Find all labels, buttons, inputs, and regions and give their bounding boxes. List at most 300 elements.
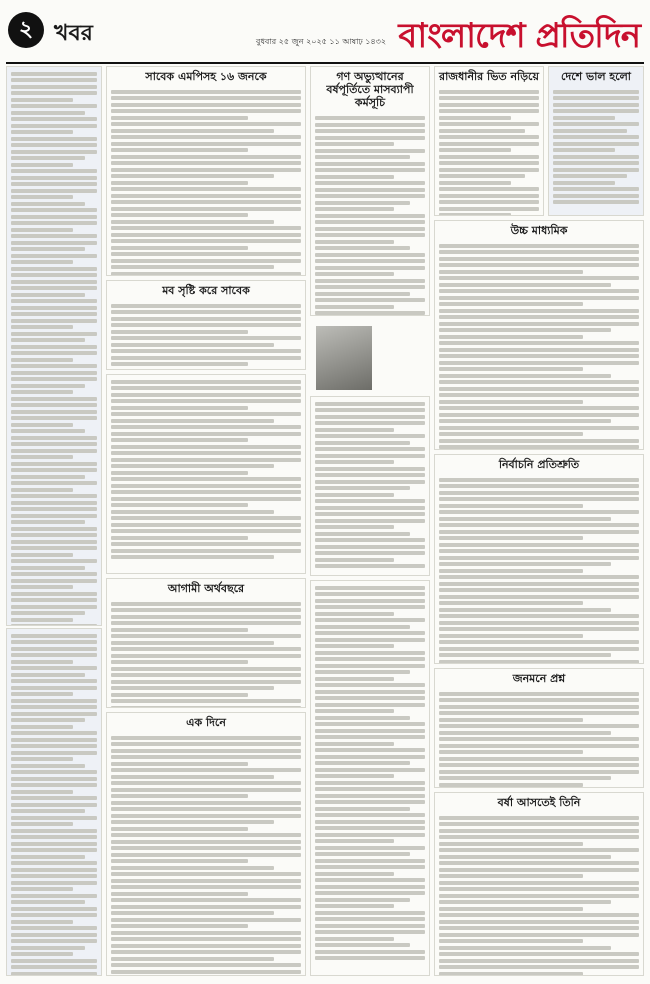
story-2 [310,66,430,316]
story-9 [434,454,644,664]
text-line-placeholder [11,306,97,310]
newspaper-logo: বাংলাদেশ প্রতিদিন [398,16,640,56]
text-line-placeholder [11,572,97,576]
story-5 [106,280,306,370]
text-line-placeholder [553,161,639,165]
text-line-placeholder [439,194,539,198]
text-line-placeholder [11,345,97,349]
text-line-placeholder [439,822,639,826]
text-line-placeholder [439,497,639,501]
text-line-placeholder [315,696,425,700]
text-line-placeholder [11,143,97,147]
text-line-placeholder [315,415,425,419]
text-line-placeholder [111,122,301,126]
text-line-placeholder [315,586,425,590]
text-line-placeholder [439,614,639,618]
text-line-placeholder [315,454,425,458]
text-line-placeholder [315,768,425,772]
text-line-placeholder [111,181,248,185]
text-line-placeholder [315,279,425,283]
text-line-placeholder [11,647,97,651]
text-line-placeholder [553,122,639,126]
text-line-placeholder [111,549,301,553]
text-line-placeholder [315,937,394,941]
text-line-placeholder [439,848,639,852]
section-label: খবর [54,20,93,46]
text-line-placeholder [111,155,301,159]
text-line-placeholder [439,413,639,417]
story-3-headline: রাজধানীর ভিত নড়িয়ে [439,70,539,83]
text-line-placeholder [111,827,248,831]
story-10-headline: আগামী অর্থবছরে [167,582,245,595]
text-line-placeholder [553,174,627,178]
text-line-placeholder [439,874,583,878]
text-line-placeholder [11,868,97,872]
text-line-placeholder [315,188,425,192]
text-line-placeholder [439,296,639,300]
text-line-placeholder [11,666,97,670]
text-line-placeholder [11,72,97,76]
text-line-placeholder [11,137,97,141]
text-line-placeholder [11,783,97,787]
text-line-placeholder [11,598,97,602]
text-line-placeholder [439,724,639,728]
text-line-placeholder [11,169,97,173]
text-line-placeholder [11,182,97,186]
text-line-placeholder [11,527,97,531]
text-line-placeholder [11,822,73,826]
text-line-placeholder [11,965,97,969]
text-line-placeholder [439,161,539,165]
text-line-placeholder [11,507,97,511]
text-line-placeholder [315,651,425,655]
text-line-placeholder [315,486,410,490]
portrait-photo [316,326,372,390]
text-line-placeholder [315,638,425,642]
text-line-placeholder [11,605,97,609]
text-line-placeholder [439,200,539,204]
text-line-placeholder [315,298,425,302]
text-line-placeholder [111,706,301,708]
text-line-placeholder [11,377,97,381]
text-line-placeholder [315,807,410,811]
text-line-placeholder [439,855,611,859]
text-line-placeholder [315,175,394,179]
text-line-placeholder [439,491,639,495]
text-line-placeholder [439,250,639,254]
text-line-placeholder [11,260,73,264]
text-line-placeholder [11,150,97,154]
text-line-placeholder [439,380,639,384]
text-line-placeholder [11,332,97,336]
text-line-placeholder [439,595,639,599]
text-line-placeholder [111,406,248,410]
text-line-placeholder [11,579,97,583]
text-line-placeholder [439,770,639,774]
text-line-placeholder [11,111,85,115]
text-line-placeholder [315,402,425,406]
text-line-placeholder [111,168,301,172]
text-line-placeholder [315,657,425,661]
text-line-placeholder [11,653,97,657]
text-line-placeholder [11,933,97,937]
text-line-placeholder [11,618,73,622]
text-line-placeholder [439,744,639,748]
text-line-placeholder [439,816,639,820]
text-line-placeholder [111,362,248,366]
text-line-placeholder [111,523,301,527]
text-line-placeholder [315,305,394,309]
text-line-placeholder [439,341,639,345]
text-line-placeholder [439,575,639,579]
text-line-placeholder [111,103,301,107]
text-line-placeholder [553,168,639,172]
text-line-placeholder [11,221,97,225]
text-line-placeholder [111,755,301,759]
text-line-placeholder [111,872,301,876]
text-line-placeholder [439,393,639,397]
text-line-placeholder [439,406,639,410]
story-1-headline: সাবেক এমপিসহ ১৬ জনকে [145,70,267,83]
text-line-placeholder [11,156,85,160]
text-line-placeholder [439,868,639,872]
text-line-placeholder [439,207,539,211]
text-line-placeholder [315,441,410,445]
story-10 [106,578,306,708]
text-line-placeholder [553,142,639,146]
text-line-placeholder [315,214,425,218]
text-line-placeholder [111,937,301,941]
text-line-placeholder [439,432,583,436]
text-line-placeholder [315,480,425,484]
text-line-placeholder [315,473,425,477]
text-line-placeholder [315,930,425,934]
text-line-placeholder [439,776,611,780]
text-line-placeholder [439,562,611,566]
text-line-placeholder [315,865,425,869]
text-line-placeholder [11,959,97,963]
text-line-placeholder [111,490,301,494]
text-line-placeholder [111,510,274,514]
story-3 [434,66,544,216]
page-number: ২ [8,12,44,48]
text-line-placeholder [111,801,301,805]
text-line-placeholder [315,408,425,412]
text-line-placeholder [315,787,425,791]
text-line-placeholder [111,187,301,191]
text-line-placeholder [111,686,274,690]
text-line-placeholder [11,660,73,664]
text-line-placeholder [111,931,301,935]
text-line-placeholder [439,763,639,767]
text-line-placeholder [111,950,301,954]
text-line-placeholder [11,712,97,716]
text-line-placeholder [111,660,248,664]
text-line-placeholder [315,194,425,198]
text-line-placeholder [111,213,248,217]
text-line-placeholder [111,963,301,967]
text-line-placeholder [111,667,301,671]
story-2-headline: গণ অভ্যুত্থানের বর্ষপূর্তিতে মাসব্যাপী কর্মসূচি [326,70,414,110]
text-line-placeholder [111,911,274,915]
text-line-placeholder [439,348,639,352]
text-line-placeholder [111,621,301,625]
text-line-placeholder [315,761,410,765]
text-line-placeholder [11,611,85,615]
text-line-placeholder [439,315,639,319]
text-line-placeholder [553,155,639,159]
text-line-placeholder [11,913,97,917]
text-line-placeholder [111,680,301,684]
text-line-placeholder [11,228,73,232]
text-line-placeholder [11,364,97,368]
text-line-placeholder [439,959,639,963]
text-line-placeholder [315,266,425,270]
text-line-placeholder [111,129,274,133]
text-line-placeholder [111,109,301,113]
text-line-placeholder [111,399,301,403]
masthead [6,6,644,64]
text-line-placeholder [439,698,639,702]
text-line-placeholder [11,494,97,498]
text-line-placeholder [11,939,97,943]
text-line-placeholder [315,943,410,947]
text-line-placeholder [111,898,301,902]
dateline: বুধবার ২৫ জুন ২০২৫ ১১ আষাঢ় ১৪৩২ [256,37,387,46]
text-line-placeholder [11,624,97,626]
story-9-headline: নির্বাচনি প্রতিশ্রুতি [498,458,580,471]
text-line-placeholder [11,390,73,394]
text-line-placeholder [315,499,425,503]
text-line-placeholder [315,911,425,915]
text-line-placeholder [553,194,639,198]
text-line-placeholder [111,259,301,263]
story-13-headline: জনমনে প্রশ্ন [512,672,566,685]
text-line-placeholder [439,484,639,488]
text-line-placeholder [111,749,301,753]
text-line-placeholder [111,239,301,243]
text-line-placeholder [11,234,97,238]
text-line-placeholder [439,627,639,631]
text-line-placeholder [11,972,97,976]
text-line-placeholder [439,116,511,120]
text-line-placeholder [439,842,583,846]
text-line-placeholder [315,506,425,510]
text-line-placeholder [111,317,301,321]
story-1 [106,66,306,276]
text-line-placeholder [111,220,274,224]
text-line-placeholder [11,98,73,102]
text-line-placeholder [553,90,639,94]
text-line-placeholder [439,894,639,898]
text-line-placeholder [11,634,97,638]
text-line-placeholder [111,892,248,896]
text-line-placeholder [111,272,301,276]
text-line-placeholder [11,423,73,427]
text-line-placeholder [111,905,301,909]
text-line-placeholder [11,254,97,258]
text-line-placeholder [11,809,85,813]
text-line-placeholder [553,148,615,152]
story-12 [310,580,430,976]
text-line-placeholder [111,634,301,638]
text-line-placeholder [315,149,425,153]
text-line-placeholder [11,907,97,911]
story-6 [106,374,306,574]
text-line-placeholder [11,855,85,859]
text-line-placeholder [11,104,97,108]
text-line-placeholder [439,647,639,651]
text-line-placeholder [439,322,639,326]
text-line-placeholder [111,788,301,792]
text-line-placeholder [11,215,97,219]
text-line-placeholder [315,246,410,250]
text-line-placeholder [439,181,511,185]
text-line-placeholder [439,90,539,94]
text-line-placeholder [315,220,425,224]
text-line-placeholder [111,944,301,948]
text-line-placeholder [439,354,639,358]
text-line-placeholder [439,96,539,100]
text-line-placeholder [439,103,539,107]
text-line-placeholder [11,946,85,950]
text-line-placeholder [439,881,639,885]
text-line-placeholder [11,176,97,180]
text-line-placeholder [439,952,639,956]
text-line-placeholder [315,181,425,185]
text-line-placeholder [11,462,97,466]
text-line-placeholder [11,920,73,924]
text-line-placeholder [315,690,425,694]
text-line-placeholder [439,257,639,261]
text-line-placeholder [439,913,639,917]
text-line-placeholder [315,162,425,166]
text-line-placeholder [111,174,274,178]
text-line-placeholder [111,425,301,429]
text-line-placeholder [11,397,97,401]
text-line-placeholder [111,529,301,533]
text-line-placeholder [439,187,539,191]
text-line-placeholder [439,478,639,482]
story-5-headline: মব সৃষ্টি করে সাবেক [162,284,250,297]
text-line-placeholder [11,874,97,878]
text-line-placeholder [111,833,301,837]
text-line-placeholder [315,774,394,778]
text-line-placeholder [315,729,425,733]
text-line-placeholder [315,820,425,824]
text-line-placeholder [11,926,97,930]
text-line-placeholder [111,970,301,974]
text-line-placeholder [111,142,301,146]
text-line-placeholder [111,807,301,811]
text-line-placeholder [111,336,301,340]
text-line-placeholder [439,276,639,280]
text-line-placeholder [315,460,394,464]
text-line-placeholder [315,852,410,856]
text-line-placeholder [11,273,97,277]
text-line-placeholder [439,750,583,754]
text-line-placeholder [439,569,583,573]
text-line-placeholder [11,705,97,709]
text-line-placeholder [11,91,97,95]
text-line-placeholder [553,96,639,100]
text-line-placeholder [439,263,639,267]
text-line-placeholder [111,438,248,442]
text-line-placeholder [439,634,583,638]
text-line-placeholder [315,168,425,172]
text-line-placeholder [315,917,425,921]
text-line-placeholder [11,468,97,472]
text-line-placeholder [439,946,611,950]
text-line-placeholder [439,588,639,592]
text-line-placeholder [111,641,274,645]
text-line-placeholder [439,711,639,715]
text-line-placeholder [111,879,301,883]
text-line-placeholder [439,510,639,514]
text-line-placeholder [315,240,394,244]
text-line-placeholder [11,293,85,297]
text-line-placeholder [439,640,639,644]
text-line-placeholder [439,530,639,534]
text-line-placeholder [315,904,394,908]
text-line-placeholder [111,330,248,334]
text-line-placeholder [315,564,425,568]
text-line-placeholder [315,664,425,668]
text-line-placeholder [439,328,611,332]
text-line-placeholder [439,135,539,139]
text-line-placeholder [315,493,394,497]
text-line-placeholder [439,835,639,839]
text-line-placeholder [315,123,425,127]
text-line-placeholder [439,907,583,911]
text-line-placeholder [315,233,425,237]
text-line-placeholder [11,731,97,735]
text-line-placeholder [315,794,425,798]
text-line-placeholder [315,155,410,159]
text-line-placeholder [111,957,274,961]
text-line-placeholder [11,312,97,316]
text-line-placeholder [439,718,583,722]
text-line-placeholder [11,861,97,865]
text-line-placeholder [11,887,73,891]
text-line-placeholder [11,559,97,563]
text-line-placeholder [111,536,248,540]
text-line-placeholder [439,523,639,527]
text-line-placeholder [315,285,425,289]
text-line-placeholder [315,800,425,804]
text-line-placeholder [439,174,525,178]
text-line-placeholder [439,556,639,560]
text-line-placeholder [315,631,425,635]
text-line-placeholder [315,519,425,523]
text-line-placeholder [315,599,425,603]
text-line-placeholder [11,449,97,453]
text-line-placeholder [439,142,539,146]
text-line-placeholder [11,403,97,407]
text-line-placeholder [11,85,97,89]
text-line-placeholder [11,835,97,839]
text-line-placeholder [315,709,394,713]
text-line-placeholder [11,803,97,807]
text-line-placeholder [315,735,425,739]
text-line-placeholder [111,304,301,308]
text-line-placeholder [439,517,611,521]
text-line-placeholder [315,826,425,830]
text-line-placeholder [315,924,425,928]
text-line-placeholder [315,872,394,876]
text-line-placeholder [315,878,425,882]
text-line-placeholder [11,790,73,794]
